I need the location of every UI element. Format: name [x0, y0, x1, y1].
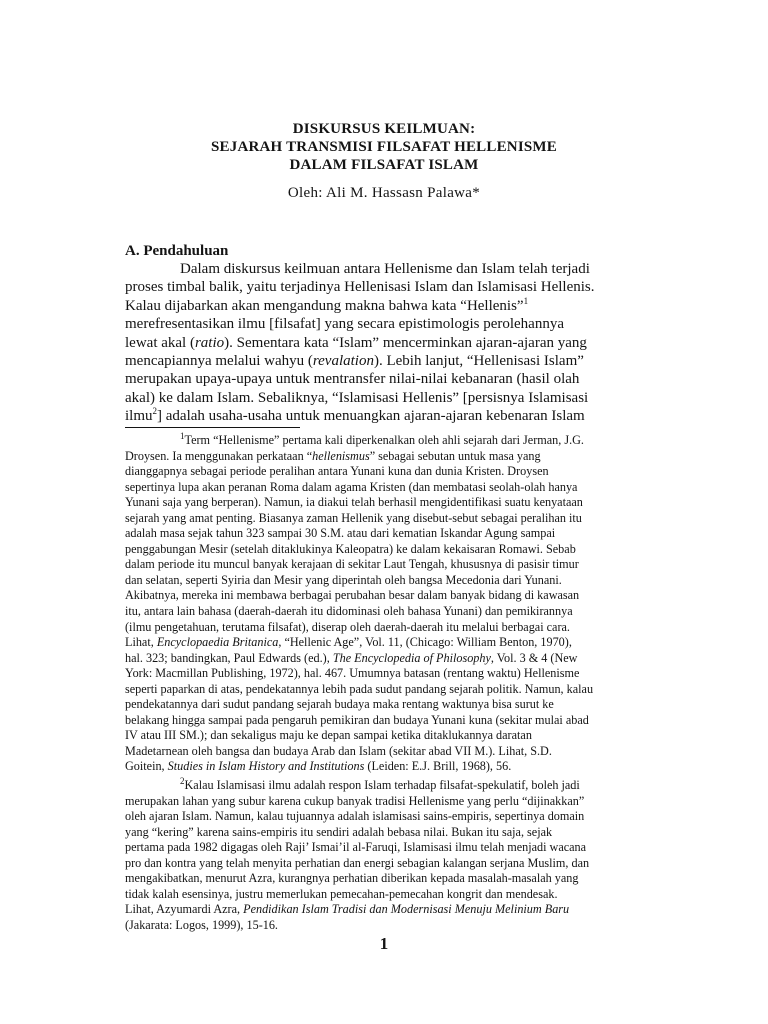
italic-term: ratio [194, 334, 225, 351]
footnote-line: seperti paparkan di atas, pendekatannya lebih pada sudut pandang sejarah politik. Namun, kalau [125, 681, 594, 696]
footnote-line: penggabungan Mesir (setelah ditaklukinya Kaleopatra) ke dalam kekaisaran Romawi. Sebab [125, 541, 576, 556]
title-line-3: DALAM FILSAFAT ISLAM [289, 157, 479, 173]
footnote-line: Madetarnean oleh bangsa dan budaya Arab dan Islam (sekitar abad VII M.). Lihat, S.D. [125, 743, 552, 758]
italic-title: Encyclopaedia Britanica [156, 635, 279, 650]
footnote-line: yang “kering” karena sains-empiris itu sendiri adalah bebasa nilai. Bukan itu saja, sejak [125, 824, 553, 839]
footnote-line: tidak kalah esensinya, justru memerlukan pemecahan-pemecahan kongrit dan mendesak. [125, 886, 558, 901]
footnote-marker-1: 1 [180, 430, 185, 441]
body-line: akal) ke dalam Islam. Sebaliknya, “Islamisasi Hellenis” [persisnya Islamisasi [125, 389, 589, 406]
footnote-line: York: Macmillan Publishing, 1972), hal. 467. Umumnya batasan (rentang waktu) Hellenisme [125, 666, 580, 681]
body-line [125, 352, 645, 370]
footnote-line: Yunani saja yang berperan). Namun, ia diakui telah berhasil mengidentifikasi suatu kenyataan [125, 495, 583, 510]
footnote-line [125, 775, 645, 794]
footnote-text: hal. 323; bandingkan, Paul Edwards (ed.), [125, 650, 333, 665]
footnote-ref-1: 1 [523, 295, 529, 306]
footnote-text: ” sebagai sebutan untuk masa yang [369, 448, 541, 463]
footnote-line: pendekatannya dari sudut pandang sejarah budaya maka rentang waktunya bisa surut ke [125, 697, 554, 712]
footnote-line: (Jakarata: Logos, 1999), 15-16. [125, 917, 278, 932]
italic-title: Studies in Islam History and Institutions [167, 759, 365, 774]
body-line: proses timbal balik, yaitu terjadinya Hellenisasi Islam dan Islamisasi Hellenis. [125, 279, 595, 296]
footnote-text: Goitein, [125, 759, 168, 774]
body-line: merefresentasikan ilmu [filsafat] yang secara epistimologis perolehannya [125, 316, 564, 333]
footnote-text: Droysen. Ia menggunakan perkataan “ [125, 448, 313, 463]
title-block [0, 120, 768, 202]
footnote-line: sepertinya lupa akan peranan Roma dalam agama Kristen (dan membatasi seolah-olah hanya [125, 479, 578, 494]
italic-title: Pendidikan Islam Tradisi dan Modernisasi Menuju Melinium Baru [243, 902, 570, 917]
footnote-line: belakang hingga sampai pada pengaruh pemikiran dan budaya Yunani kuna (sekitar mulai abad [125, 712, 589, 727]
body-text: ilmu [125, 408, 153, 425]
italic-term: revalation [312, 353, 374, 370]
footnote-line: (ilmu pengetahuan, terutama filsafat), diserap oleh daerah-daerah itu melalui berbagai cara. [125, 619, 570, 634]
footnote-line: adalah masa sejak tahun 323 sampai 30 S.M. atau dari kematian Iskandar Agung sampai [125, 526, 556, 541]
footnote-text: Lihat, [125, 635, 157, 650]
body-text: Kalau dijabarkan akan mengandung makna bahwa kata “Hellenis” [125, 297, 524, 314]
body-line [125, 407, 645, 425]
page-number: 1 [379, 934, 389, 953]
italic-title: The Encyclopedia of Philosophy [332, 650, 491, 665]
italic-term: hellenismus [312, 448, 370, 463]
footnote-line: pertama pada 1982 digagas oleh Raji’ Ismai’il al-Faruqi, Islamisasi ilmu telah menjadi wacana [125, 840, 587, 855]
section-heading: A. Pendahuluan [125, 243, 229, 259]
body-line: merupakan upaya-upaya untuk mentransfer nilai-nilai kebanaran (hasil olah [125, 371, 580, 388]
footnote-line [125, 759, 645, 775]
footnote-line [125, 449, 645, 465]
body-line [125, 334, 645, 352]
footnote-line: mengakibatkan, menurut Azra, kurangnya perhatian diberikan kepada masalah-masalah yang [125, 871, 579, 886]
footnote-text: Term “Hellenisme” pertama kali diperkenalkan oleh ahli sejarah dari Jerman, J.G. [184, 433, 584, 447]
footnote-line [125, 430, 645, 449]
footnote-line: pro dan kontra yang telah menyita perhatian dan energi sebagian kalangan serjana Muslim, dan [125, 855, 590, 870]
footnote-line: IV atau III SM.); dan sekaligus maju ke depan sampai ketika ditaklukannya daratan [125, 728, 532, 743]
body-text: lewat akal ( [125, 334, 195, 351]
body-line [125, 297, 645, 315]
body-text: ] adalah usaha-usaha untuk menuangkan ajaran-ajaran kebenaran Islam [157, 408, 585, 425]
footnote-line: merupakan lahan yang subur karena cukup banyak tradisi Hellenisme yang perlu “dijinakkan” [125, 793, 585, 808]
footnote-line [125, 651, 645, 667]
footnote-line: itu, antara lain bahasa (daerah-daerah itu didominasi oleh bahasa Yunani) dan pemikirannya [125, 604, 573, 619]
footnote-line [125, 902, 645, 918]
author-line: Oleh: Ali M. Hassasn Palawa* [287, 185, 481, 201]
footnotes [125, 430, 645, 934]
footnote-separator [125, 427, 300, 428]
footnote-line: oleh ajaran Islam. Namun, kalau tujuannya adalah islamisasi sains-empiris, sepertinya domain [125, 809, 585, 824]
body-text: ). Lebih lanjut, “Hellenisasi Islam” [373, 353, 584, 370]
title-line-1: DISKURSUS KEILMUAN: [292, 121, 476, 137]
footnote-line: Akibatnya, mereka ini membawa berbagai perubahan besar dalam banyak bidang di kawasan [125, 588, 580, 603]
body-text: mencapiannya melalui wahyu ( [125, 353, 313, 370]
body-line: Dalam diskursus keilmuan antara Hellenisme dan Islam telah terjadi [180, 261, 590, 277]
body-text: ). Sementara kata “Islam” mencerminkan ajaran-ajaran yang [224, 334, 587, 351]
footnote-marker-2: 2 [180, 775, 185, 786]
footnote-text: , “Hellenic Age”, Vol. 11, (Chicago: William Benton, 1970), [278, 635, 572, 650]
footnote-line: dalam periode itu muncul banyak kerajaan di sekitar Laut Tengah, khususnya di pasisir timur [125, 557, 579, 572]
title-line-2: SEJARAH TRANSMISI FILSAFAT HELLENISME [211, 139, 557, 155]
body-paragraph [125, 260, 645, 426]
footnote-line [125, 635, 645, 651]
footnote-text: , Vol. 3 & 4 (New [490, 650, 578, 665]
footnote-text: Lihat, Azyumardi Azra, [125, 902, 244, 917]
footnote-line: dianggapnya sebagai periode peralihan antara Yunani kuna dan dunia Kristen. Droysen [125, 464, 549, 479]
footnote-line: sejarah yang amat penting. Biasanya zaman Hellenik yang disebut-sebut sebagai peralihan itu [125, 510, 582, 525]
footnote-text: (Leiden: E.J. Brill, 1968), 56. [364, 759, 512, 774]
footnote-line: dan selatan, seperti Syiria dan Mesir yang diperintah oleh bangsa Mecedonia dari Yunani. [125, 572, 562, 587]
footnote-ref-2: 2 [152, 406, 158, 417]
footnote-text: Kalau Islamisasi ilmu adalah respon Islam terhadap filsafat-spekulatif, boleh jadi [184, 778, 580, 793]
